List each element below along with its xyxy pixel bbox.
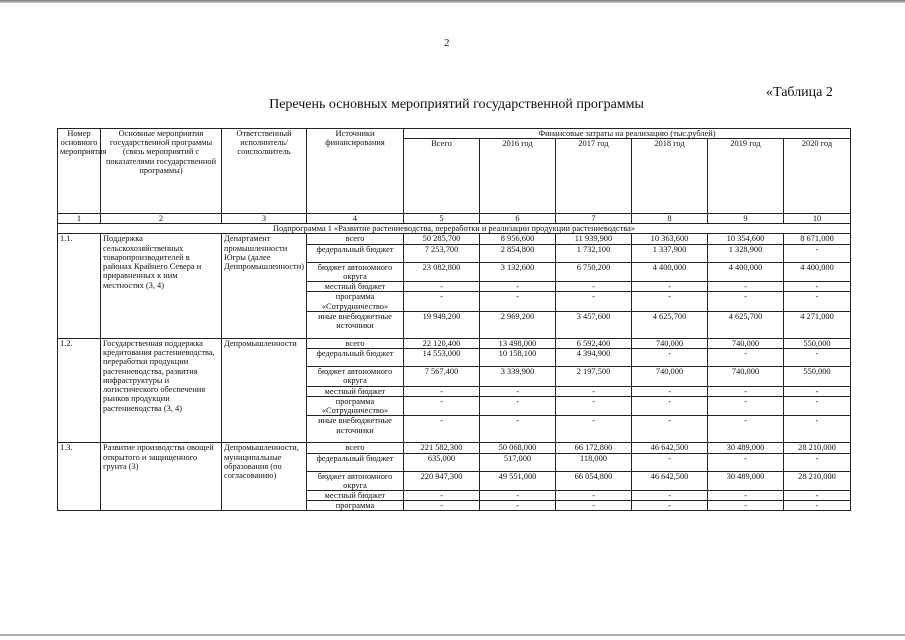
- amount-y2018: -: [632, 501, 708, 511]
- amount-y2016: 8 956,600: [480, 234, 556, 244]
- funding-source: бюджет автономного округа: [307, 367, 404, 386]
- page-number: 2: [444, 37, 450, 49]
- amount-y2016: -: [480, 396, 556, 415]
- amount-y2017: -: [556, 396, 632, 415]
- amount-total: 19 949,200: [404, 311, 480, 338]
- funding-source: иные внебюджетные источники: [307, 311, 404, 338]
- amount-y2017: -: [556, 416, 632, 443]
- amount-y2020: 28 210,000: [784, 443, 851, 453]
- scan-edge-top: [0, 0, 905, 3]
- header-total: Всего: [404, 139, 480, 214]
- amount-y2018: -: [632, 396, 708, 415]
- amount-total: -: [404, 282, 480, 292]
- activity-name: Поддержка сельскохозяйственных товаропроизводителей в районах Крайнего Севера и приравненных к ним местностях (3, 4): [101, 234, 222, 338]
- amount-y2018: 46 642,500: [632, 471, 708, 490]
- header-2016: 2016 год: [480, 139, 556, 214]
- funding-source: местный бюджет: [307, 386, 404, 396]
- header-source: Источники финансирования: [307, 129, 404, 214]
- funding-source: всего: [307, 338, 404, 348]
- amount-total: -: [404, 416, 480, 443]
- amount-y2020: -: [784, 501, 851, 511]
- amount-y2020: -: [784, 396, 851, 415]
- activity-number: 1.2.: [58, 338, 101, 442]
- amount-y2019: -: [708, 501, 784, 511]
- amount-y2020: 4 400,000: [784, 262, 851, 281]
- header-num: Номер основного мероприятия: [58, 129, 101, 214]
- amount-total: 14 553,000: [404, 349, 480, 367]
- amount-y2020: -: [784, 490, 851, 500]
- amount-total: 220 947,300: [404, 471, 480, 490]
- amount-y2017: 66 054,800: [556, 471, 632, 490]
- activities-table: [57, 128, 851, 511]
- header-row: [58, 129, 851, 139]
- amount-y2019: 30 489,000: [708, 471, 784, 490]
- column-number: 9: [708, 214, 784, 224]
- amount-y2017: 2 197,500: [556, 367, 632, 386]
- header-2017: 2017 год: [556, 139, 632, 214]
- amount-y2018: 4 625,700: [632, 311, 708, 338]
- amount-y2020: -: [784, 386, 851, 396]
- amount-y2016: 2 969,200: [480, 311, 556, 338]
- header-2020: 2020 год: [784, 139, 851, 214]
- amount-total: 7 567,400: [404, 367, 480, 386]
- amount-y2016: -: [480, 416, 556, 443]
- amount-y2019: -: [708, 349, 784, 367]
- amount-y2019: -: [708, 386, 784, 396]
- amount-total: 22 120,400: [404, 338, 480, 348]
- header-2018: 2018 год: [632, 139, 708, 214]
- activity-name: Развитие производства овощей открытого и защищенного грунта (3): [101, 443, 222, 511]
- amount-y2016: 2 854,800: [480, 244, 556, 262]
- funding-source: программа «Сотрудничество»: [307, 396, 404, 415]
- amount-total: 7 253,700: [404, 244, 480, 262]
- column-number: 8: [632, 214, 708, 224]
- column-number-row: [58, 214, 851, 224]
- amount-y2016: 3 339,900: [480, 367, 556, 386]
- amount-y2020: -: [784, 416, 851, 443]
- amount-y2017: -: [556, 292, 632, 311]
- amount-y2020: 8 671,000: [784, 234, 851, 244]
- amount-y2020: -: [784, 349, 851, 367]
- amount-y2017: 1 732,100: [556, 244, 632, 262]
- amount-y2017: 66 172,800: [556, 443, 632, 453]
- amount-total: 23 082,800: [404, 262, 480, 281]
- amount-y2019: -: [708, 292, 784, 311]
- column-number: 5: [404, 214, 480, 224]
- funding-source: всего: [307, 234, 404, 244]
- amount-y2018: 740,000: [632, 338, 708, 348]
- column-number: 10: [784, 214, 851, 224]
- amount-y2016: -: [480, 292, 556, 311]
- amount-y2019: 1 328,900: [708, 244, 784, 262]
- funding-source: местный бюджет: [307, 490, 404, 500]
- amount-y2019: -: [708, 490, 784, 500]
- amount-y2016: 50 068,000: [480, 443, 556, 453]
- amount-y2018: -: [632, 453, 708, 471]
- amount-y2019: 30 489,000: [708, 443, 784, 453]
- activity-executor: Депромышленности, муниципальные образования (по согласованию): [222, 443, 307, 511]
- amount-y2019: -: [708, 396, 784, 415]
- amount-y2017: -: [556, 501, 632, 511]
- header-fin: Финансовые затраты на реализацию (тыс.рублей): [404, 129, 851, 139]
- amount-total: -: [404, 490, 480, 500]
- amount-y2017: 6 592,400: [556, 338, 632, 348]
- amount-y2020: -: [784, 244, 851, 262]
- amount-y2019: -: [708, 282, 784, 292]
- amount-y2016: 517,000: [480, 453, 556, 471]
- amount-y2020: 28 210,000: [784, 471, 851, 490]
- amount-y2016: -: [480, 490, 556, 500]
- amount-y2018: -: [632, 282, 708, 292]
- amount-y2018: -: [632, 349, 708, 367]
- table-row: [58, 234, 851, 244]
- amount-y2018: -: [632, 490, 708, 500]
- amount-y2020: 550,000: [784, 338, 851, 348]
- column-number: 1: [58, 214, 101, 224]
- amount-total: 50 285,700: [404, 234, 480, 244]
- amount-total: -: [404, 292, 480, 311]
- amount-y2018: 10 363,600: [632, 234, 708, 244]
- amount-y2019: 10 354,600: [708, 234, 784, 244]
- column-number: 2: [101, 214, 222, 224]
- activity-executor: Департамент промышленности Югры (далее Деппромышленности): [222, 234, 307, 338]
- amount-y2017: -: [556, 490, 632, 500]
- amount-y2020: 4 271,000: [784, 311, 851, 338]
- table-body: [58, 129, 851, 511]
- column-number: 3: [222, 214, 307, 224]
- activity-executor: Депромышленности: [222, 338, 307, 442]
- subprogram-title: Подпрограмма 1 «Развитие растениеводства, переработки и реализации продукции растениеводства»: [58, 224, 851, 234]
- column-number: 7: [556, 214, 632, 224]
- table-row: [58, 443, 851, 453]
- funding-source: бюджет автономного округа: [307, 471, 404, 490]
- amount-y2016: 13 498,000: [480, 338, 556, 348]
- activity-number: 1.3.: [58, 443, 101, 511]
- amount-y2017: -: [556, 386, 632, 396]
- document-title: Перечень основных мероприятий государственной программы: [269, 97, 644, 112]
- subprogram-row: [58, 224, 851, 234]
- amount-total: -: [404, 386, 480, 396]
- amount-y2017: 6 750,200: [556, 262, 632, 281]
- amount-y2019: 4 625,700: [708, 311, 784, 338]
- funding-source: федеральный бюджет: [307, 453, 404, 471]
- funding-source: местный бюджет: [307, 282, 404, 292]
- amount-total: 221 582,300: [404, 443, 480, 453]
- column-number: 4: [307, 214, 404, 224]
- amount-y2017: 4 394,900: [556, 349, 632, 367]
- amount-y2020: -: [784, 282, 851, 292]
- amount-total: -: [404, 501, 480, 511]
- amount-y2019: 4 400,000: [708, 262, 784, 281]
- header-executor: Ответственный исполнитель/соисполнитель: [222, 129, 307, 214]
- activity-number: 1.1.: [58, 234, 101, 338]
- amount-total: 635,000: [404, 453, 480, 471]
- amount-y2018: -: [632, 416, 708, 443]
- scan-edge-bottom: [0, 634, 905, 636]
- column-number: 6: [480, 214, 556, 224]
- amount-y2020: -: [784, 453, 851, 471]
- amount-y2019: -: [708, 453, 784, 471]
- funding-source: федеральный бюджет: [307, 349, 404, 367]
- amount-y2016: 10 158,100: [480, 349, 556, 367]
- amount-y2016: 3 132,600: [480, 262, 556, 281]
- amount-y2018: -: [632, 386, 708, 396]
- table-row: [58, 338, 851, 348]
- amount-y2017: 3 457,600: [556, 311, 632, 338]
- amount-y2018: -: [632, 292, 708, 311]
- amount-y2018: 46 642,500: [632, 443, 708, 453]
- header-2019: 2019 год: [708, 139, 784, 214]
- funding-source: программа: [307, 501, 404, 511]
- funding-source: всего: [307, 443, 404, 453]
- amount-y2017: 11 939,900: [556, 234, 632, 244]
- amount-y2019: 740,000: [708, 338, 784, 348]
- amount-y2018: 1 337,900: [632, 244, 708, 262]
- amount-y2016: 49 551,000: [480, 471, 556, 490]
- activity-name: Государственная поддержка кредитования растениеводства, переработки продукции растениеводства, развития инфраструктуры и логистического обеспечения рынков продукции растениеводства (3, 4): [101, 338, 222, 442]
- funding-source: программа «Сотрудничество»: [307, 292, 404, 311]
- header-name: Основные мероприятия государственной программы (связь мероприятий с показателями государственной программы): [101, 129, 222, 214]
- amount-y2018: 4 400,000: [632, 262, 708, 281]
- funding-source: иные внебюджетные источники: [307, 416, 404, 443]
- amount-y2019: -: [708, 416, 784, 443]
- amount-y2018: 740,000: [632, 367, 708, 386]
- amount-total: -: [404, 396, 480, 415]
- amount-y2016: -: [480, 282, 556, 292]
- amount-y2017: 118,000: [556, 453, 632, 471]
- amount-y2016: -: [480, 501, 556, 511]
- amount-y2017: -: [556, 282, 632, 292]
- funding-source: федеральный бюджет: [307, 244, 404, 262]
- amount-y2019: 740,000: [708, 367, 784, 386]
- amount-y2020: -: [784, 292, 851, 311]
- funding-source: бюджет автономного округа: [307, 262, 404, 281]
- table-reference: «Таблица 2: [766, 85, 833, 100]
- amount-y2020: 550,000: [784, 367, 851, 386]
- amount-y2016: -: [480, 386, 556, 396]
